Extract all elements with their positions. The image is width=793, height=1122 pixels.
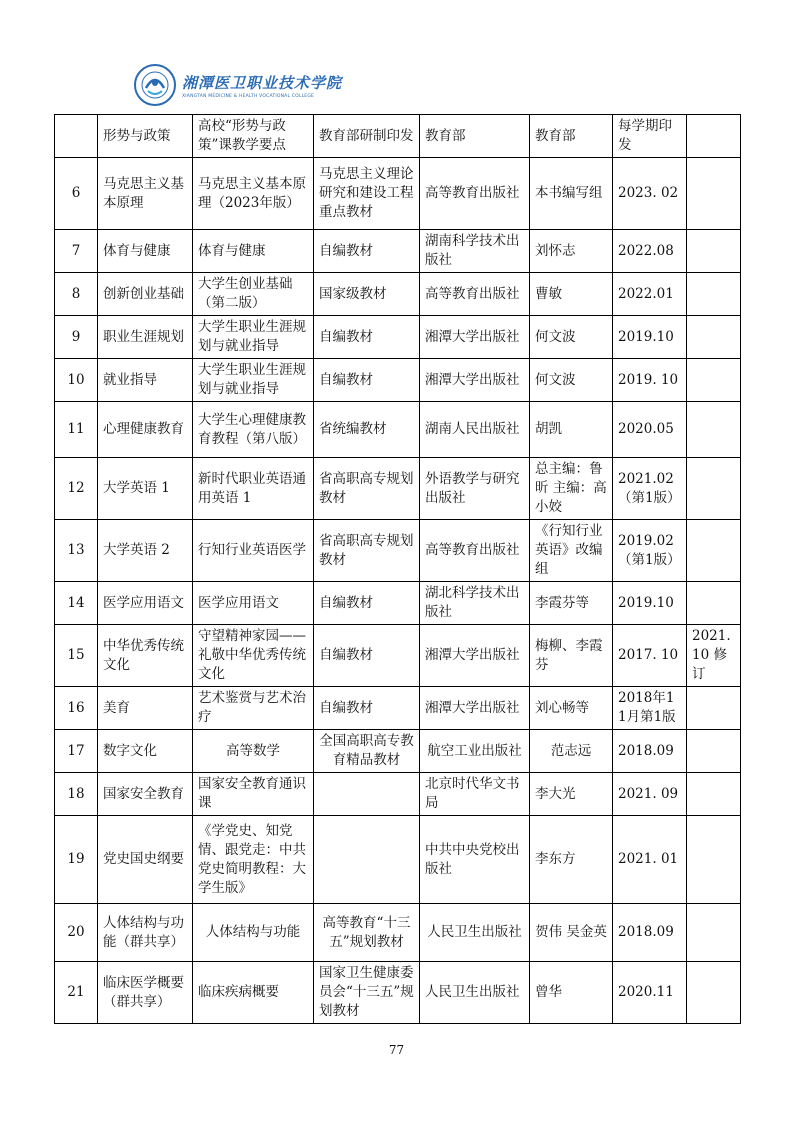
cell-no: 7 (55, 230, 98, 273)
table-row (55, 962, 741, 1024)
cell-date: 2021. 09 (613, 773, 687, 816)
cell-publisher: 湘潭大学出版社 (420, 687, 530, 730)
college-logo-icon (134, 64, 176, 106)
cell-no: 12 (55, 458, 98, 520)
table-row (55, 316, 741, 359)
table-row (55, 273, 741, 316)
cell-publisher: 湘潭大学出版社 (420, 359, 530, 402)
cell-date: 2021. 01 (613, 816, 687, 904)
college-wordmark (182, 72, 342, 99)
cell-textbook: 体育与健康 (193, 230, 314, 273)
cell-textbook: 《学党史、知党情、跟党走：中共党史简明教程：大学生版》 (193, 816, 314, 904)
college-name-cn: 湘潭医卫职业技术学院 (182, 73, 343, 92)
cell-note (687, 316, 741, 359)
cell-date: 2019.10 (613, 316, 687, 359)
cell-note (687, 458, 741, 520)
cell-editor: 范志远 (530, 730, 613, 773)
cell-note (687, 273, 741, 316)
cell-no (55, 115, 98, 158)
cell-editor: 李大光 (530, 773, 613, 816)
cell-note (687, 520, 741, 582)
cell-type: 自编教材 (314, 316, 420, 359)
cell-type: 自编教材 (314, 687, 420, 730)
cell-editor: 胡凯 (530, 402, 613, 458)
cell-no: 16 (55, 687, 98, 730)
cell-no: 20 (55, 904, 98, 962)
cell-date: 2017. 10 (613, 625, 687, 687)
cell-course: 就业指导 (98, 359, 193, 402)
cell-no: 10 (55, 359, 98, 402)
cell-course: 体育与健康 (98, 230, 193, 273)
textbook-table (54, 114, 741, 1024)
table-row (55, 520, 741, 582)
cell-no: 13 (55, 520, 98, 582)
cell-no: 17 (55, 730, 98, 773)
cell-date: 2023. 02 (613, 158, 687, 230)
table-row (55, 625, 741, 687)
cell-note (687, 687, 741, 730)
table-body (55, 115, 741, 1024)
cell-publisher: 湖南科学技术出版社 (420, 230, 530, 273)
table-row (55, 158, 741, 230)
cell-note (687, 904, 741, 962)
cell-type: 省高职高专规划教材 (314, 520, 420, 582)
cell-publisher: 高等教育出版社 (420, 520, 530, 582)
cell-type: 国家卫生健康委员会“十三五”规划教材 (314, 962, 420, 1024)
cell-editor: 教育部 (530, 115, 613, 158)
cell-course: 心理健康教育 (98, 402, 193, 458)
cell-type: 自编教材 (314, 625, 420, 687)
page-header (134, 60, 342, 110)
cell-type: 自编教材 (314, 230, 420, 273)
table-row (55, 773, 741, 816)
cell-textbook: 大学生职业生涯规划与就业指导 (193, 359, 314, 402)
cell-textbook: 高校“形势与政策”课教学要点 (193, 115, 314, 158)
table-row (55, 730, 741, 773)
cell-textbook: 艺术鉴赏与艺术治疗 (193, 687, 314, 730)
cell-textbook: 行知行业英语医学 (193, 520, 314, 582)
cell-note: 2021. 10 修订 (687, 625, 741, 687)
cell-textbook: 人体结构与功能 (193, 904, 314, 962)
cell-textbook: 大学生创业基础（第二版） (193, 273, 314, 316)
cell-date: 2020.11 (613, 962, 687, 1024)
cell-type: 自编教材 (314, 582, 420, 625)
cell-editor: 刘怀志 (530, 230, 613, 273)
table-row (55, 359, 741, 402)
cell-textbook: 新时代职业英语通用英语 1 (193, 458, 314, 520)
cell-note (687, 230, 741, 273)
cell-type: 马克思主义理论研究和建设工程重点教材 (314, 158, 420, 230)
cell-publisher: 湘潭大学出版社 (420, 625, 530, 687)
table-row (55, 230, 741, 273)
cell-editor: 曹敏 (530, 273, 613, 316)
cell-date: 2018.09 (613, 904, 687, 962)
cell-course: 职业生涯规划 (98, 316, 193, 359)
cell-type: 自编教材 (314, 359, 420, 402)
cell-no: 19 (55, 816, 98, 904)
cell-no: 21 (55, 962, 98, 1024)
cell-no: 15 (55, 625, 98, 687)
cell-editor: 贺伟 吴金英 (530, 904, 613, 962)
cell-textbook: 高等数学 (193, 730, 314, 773)
cell-course: 大学英语 1 (98, 458, 193, 520)
cell-course: 医学应用语文 (98, 582, 193, 625)
cell-textbook: 守望精神家园——礼敬中华优秀传统文化 (193, 625, 314, 687)
cell-date: 2022.08 (613, 230, 687, 273)
cell-publisher: 航空工业出版社 (420, 730, 530, 773)
cell-note (687, 402, 741, 458)
cell-course: 数字文化 (98, 730, 193, 773)
cell-course: 马克思主义基本原理 (98, 158, 193, 230)
cell-no: 8 (55, 273, 98, 316)
cell-date: 2021.02（第1版） (613, 458, 687, 520)
cell-note (687, 816, 741, 904)
cell-note (687, 582, 741, 625)
table-row (55, 402, 741, 458)
table-row (55, 687, 741, 730)
cell-type (314, 816, 420, 904)
cell-textbook: 马克思主义基本原理（2023年版） (193, 158, 314, 230)
cell-type (314, 773, 420, 816)
cell-publisher: 中共中央党校出版社 (420, 816, 530, 904)
cell-type: 高等教育“十三五”规划教材 (314, 904, 420, 962)
cell-date: 每学期印发 (613, 115, 687, 158)
cell-publisher: 湖南人民出版社 (420, 402, 530, 458)
cell-course: 党史国史纲要 (98, 816, 193, 904)
cell-course: 中华优秀传统文化 (98, 625, 193, 687)
cell-note (687, 115, 741, 158)
cell-publisher: 教育部 (420, 115, 530, 158)
cell-course: 大学英语 2 (98, 520, 193, 582)
cell-date: 2018年11月第1版 (613, 687, 687, 730)
table-row (55, 458, 741, 520)
cell-textbook: 大学生心理健康教育教程（第八版） (193, 402, 314, 458)
cell-no: 6 (55, 158, 98, 230)
cell-editor: 曾华 (530, 962, 613, 1024)
cell-course: 美育 (98, 687, 193, 730)
cell-note (687, 962, 741, 1024)
cell-type: 全国高职高专教育精品教材 (314, 730, 420, 773)
cell-note (687, 730, 741, 773)
cell-publisher: 人民卫生出版社 (420, 904, 530, 962)
cell-course: 创新创业基础 (98, 273, 193, 316)
cell-no: 11 (55, 402, 98, 458)
cell-publisher: 高等教育出版社 (420, 273, 530, 316)
cell-editor: 何文波 (530, 316, 613, 359)
table-row (55, 816, 741, 904)
cell-textbook: 国家安全教育通识课 (193, 773, 314, 816)
table-row (55, 115, 741, 158)
cell-type: 省高职高专规划教材 (314, 458, 420, 520)
cell-no: 9 (55, 316, 98, 359)
cell-no: 18 (55, 773, 98, 816)
college-name-en: XIANGTAN MEDICINE & HEALTH VOCATIONAL COLLEGE (182, 93, 315, 99)
cell-publisher: 高等教育出版社 (420, 158, 530, 230)
cell-textbook: 临床疾病概要 (193, 962, 314, 1024)
cell-publisher: 外语教学与研究出版社 (420, 458, 530, 520)
cell-editor: 何文波 (530, 359, 613, 402)
cell-publisher: 人民卫生出版社 (420, 962, 530, 1024)
cell-editor: 李东方 (530, 816, 613, 904)
cell-date: 2019.10 (613, 582, 687, 625)
cell-note (687, 158, 741, 230)
cell-editor: 刘心畅等 (530, 687, 613, 730)
cell-publisher: 北京时代华文书局 (420, 773, 530, 816)
page-number: 77 (388, 1043, 405, 1057)
cell-note (687, 773, 741, 816)
cell-course: 临床医学概要（群共享） (98, 962, 193, 1024)
cell-note (687, 359, 741, 402)
cell-date: 2019. 10 (613, 359, 687, 402)
table-row (55, 904, 741, 962)
cell-date: 2018.09 (613, 730, 687, 773)
cell-textbook: 大学生职业生涯规划与就业指导 (193, 316, 314, 359)
cell-type: 国家级教材 (314, 273, 420, 316)
cell-type: 省统编教材 (314, 402, 420, 458)
table-row (55, 582, 741, 625)
cell-editor: 梅柳、李霞芬 (530, 625, 613, 687)
cell-editor: 本书编写组 (530, 158, 613, 230)
cell-course: 形势与政策 (98, 115, 193, 158)
cell-editor: 李霞芬等 (530, 582, 613, 625)
cell-course: 国家安全教育 (98, 773, 193, 816)
cell-date: 2020.05 (613, 402, 687, 458)
cell-publisher: 湘潭大学出版社 (420, 316, 530, 359)
cell-editor: 总主编：鲁昕 主编：高小姣 (530, 458, 613, 520)
cell-no: 14 (55, 582, 98, 625)
cell-course: 人体结构与功能（群共享） (98, 904, 193, 962)
cell-date: 2022.01 (613, 273, 687, 316)
cell-editor: 《行知行业英语》改编组 (530, 520, 613, 582)
cell-type: 教育部研制印发 (314, 115, 420, 158)
cell-textbook: 医学应用语文 (193, 582, 314, 625)
cell-publisher: 湖北科学技术出版社 (420, 582, 530, 625)
cell-date: 2019.02（第1版） (613, 520, 687, 582)
